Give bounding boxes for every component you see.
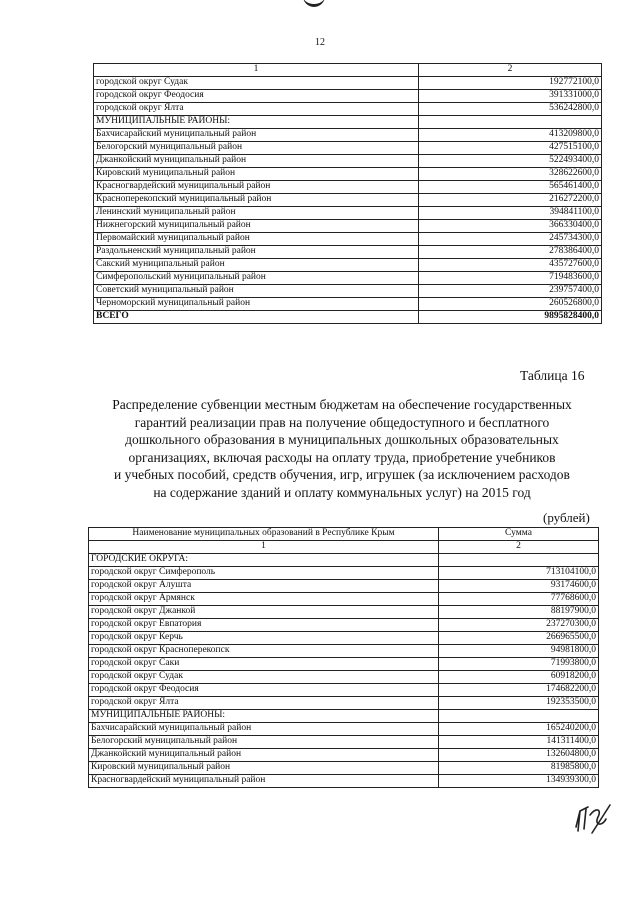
amount-value: 278386400,0 — [419, 246, 602, 259]
amount-value: 245734300,0 — [419, 233, 602, 246]
amount-value: 132604800,0 — [439, 749, 599, 762]
table-16-body — [89, 528, 599, 788]
municipality-name: Первомайский муниципальный район — [94, 233, 419, 246]
amount-value — [419, 116, 602, 129]
municipality-name: городской округ Саки — [89, 658, 439, 671]
municipality-name: МУНИЦИПАЛЬНЫЕ РАЙОНЫ: — [89, 710, 439, 723]
municipality-name: Черноморский муниципальный район — [94, 298, 419, 311]
amount-value: 391331000,0 — [419, 90, 602, 103]
municipality-name: Раздольненский муниципальный район — [94, 246, 419, 259]
municipality-name: Красногвардейский муниципальный район — [94, 181, 419, 194]
municipality-name: городской округ Ялта — [89, 697, 439, 710]
table-row — [89, 554, 599, 567]
amount-value — [439, 554, 599, 567]
municipality-name: городской округ Судак — [89, 671, 439, 684]
table-row — [89, 723, 599, 736]
table-row — [94, 90, 602, 103]
table-row — [89, 671, 599, 684]
column-header-name: Наименование муниципальных образований в Республике Крым — [89, 528, 439, 541]
heading-line: организациях, включая расходы на оплату труда, приобретение учебников — [128, 449, 556, 465]
municipality-name: городской округ Судак — [94, 77, 419, 90]
amount-value: 435727600,0 — [419, 259, 602, 272]
amount-value: 427515100,0 — [419, 142, 602, 155]
table-row — [94, 207, 602, 220]
municipality-name: Симферопольский муниципальный район — [94, 272, 419, 285]
municipality-name: Кировский муниципальный район — [89, 762, 439, 775]
table-row — [89, 580, 599, 593]
table-row — [89, 762, 599, 775]
table-16 — [88, 527, 599, 788]
amount-value: 81985800,0 — [439, 762, 599, 775]
municipality-name: городской округ Ялта — [94, 103, 419, 116]
top-edge-mark — [303, 0, 325, 7]
column-number-1: 1 — [89, 541, 439, 554]
amount-value: 88197900,0 — [439, 606, 599, 619]
table-column-numbers — [89, 541, 599, 554]
table-row — [94, 77, 602, 90]
municipality-name: городской округ Феодосия — [94, 90, 419, 103]
amount-value: 522493400,0 — [419, 155, 602, 168]
municipality-name: Бахчисарайский муниципальный район — [94, 129, 419, 142]
amount-value: 266965500,0 — [439, 632, 599, 645]
table-row — [89, 645, 599, 658]
municipality-name: Сакский муниципальный район — [94, 259, 419, 272]
table-row — [89, 710, 599, 723]
heading-line: гарантий реализации прав на получение общедоступного и бесплатного — [134, 414, 550, 430]
amount-value: 216272200,0 — [419, 194, 602, 207]
municipality-name: Красноперекопский муниципальный район — [94, 194, 419, 207]
municipality-name: Белогорский муниципальный район — [94, 142, 419, 155]
amount-value: 141311400,0 — [439, 736, 599, 749]
municipality-name: ВСЕГО — [94, 311, 419, 324]
column-header-sum: Сумма — [439, 528, 599, 541]
municipality-name: Красногвардейский муниципальный район — [89, 775, 439, 788]
municipality-name: городской округ Феодосия — [89, 684, 439, 697]
table-row — [94, 246, 602, 259]
table-row — [89, 697, 599, 710]
municipality-name: Джанкойский муниципальный район — [89, 749, 439, 762]
table-row — [89, 749, 599, 762]
table-continuation — [93, 63, 602, 324]
heading-line: на содержание зданий и оплату коммунальных услуг) на 2015 год — [153, 484, 531, 500]
amount-value: 237270300,0 — [439, 619, 599, 632]
amount-value: 260526800,0 — [419, 298, 602, 311]
table-row — [94, 311, 602, 324]
municipality-name: Советский муниципальный район — [94, 285, 419, 298]
table-row — [89, 736, 599, 749]
table-row — [89, 632, 599, 645]
heading-line: и учебных пособий, средств обучения, игр, игрушек (за исключением расходов — [114, 467, 570, 482]
amount-value: 239757400,0 — [419, 285, 602, 298]
amount-value — [439, 710, 599, 723]
table-row — [94, 220, 602, 233]
handwritten-signature-icon — [572, 797, 612, 837]
amount-value: 719483600,0 — [419, 272, 602, 285]
municipality-name: городской округ Красноперекопск — [89, 645, 439, 658]
table-header-row — [89, 528, 599, 541]
municipality-name: ГОРОДСКИЕ ОКРУГА: — [89, 554, 439, 567]
units-label: (рублей) — [543, 510, 590, 525]
municipality-name: Ленинский муниципальный район — [94, 207, 419, 220]
amount-value: 77768600,0 — [439, 593, 599, 606]
amount-value: 71993800,0 — [439, 658, 599, 671]
table-row — [94, 168, 602, 181]
page-number: 12 — [315, 37, 325, 48]
heading-line: дошкольного образования в муниципальных дошкольных образовательных — [125, 432, 559, 447]
column-number-2: 2 — [419, 64, 602, 77]
table-row — [94, 298, 602, 311]
heading-line: Распределение субвенции местным бюджетам на обеспечение государственных — [112, 397, 572, 412]
table-row — [94, 272, 602, 285]
amount-value: 536242800,0 — [419, 103, 602, 116]
table-row — [89, 619, 599, 632]
amount-value: 165240200,0 — [439, 723, 599, 736]
municipality-name: МУНИЦИПАЛЬНЫЕ РАЙОНЫ: — [94, 116, 419, 129]
table-row — [94, 285, 602, 298]
table-row — [89, 593, 599, 606]
amount-value: 94981800,0 — [439, 645, 599, 658]
table-row — [89, 775, 599, 788]
table-row — [89, 684, 599, 697]
amount-value: 9895828400,0 — [419, 311, 602, 324]
amount-value: 93174600,0 — [439, 580, 599, 593]
table-heading — [82, 396, 602, 501]
municipality-name: городской округ Армянск — [89, 593, 439, 606]
amount-value: 394841100,0 — [419, 207, 602, 220]
amount-value: 565461400,0 — [419, 181, 602, 194]
column-number-1: 1 — [94, 64, 419, 77]
table-row — [94, 142, 602, 155]
amount-value: 192353500,0 — [439, 697, 599, 710]
amount-value: 134939300,0 — [439, 775, 599, 788]
municipality-name: Нижнегорский муниципальный район — [94, 220, 419, 233]
column-number-2: 2 — [439, 541, 599, 554]
municipality-name: городской округ Евпатория — [89, 619, 439, 632]
table-column-numbers — [94, 64, 602, 77]
municipality-name: городской округ Керчь — [89, 632, 439, 645]
amount-value: 713104100,0 — [439, 567, 599, 580]
amount-value: 60918200,0 — [439, 671, 599, 684]
table-row — [89, 606, 599, 619]
table-continuation-body — [94, 64, 602, 324]
amount-value: 413209800,0 — [419, 129, 602, 142]
amount-value: 328622600,0 — [419, 168, 602, 181]
municipality-name: Кировский муниципальный район — [94, 168, 419, 181]
municipality-name: городской округ Джанкой — [89, 606, 439, 619]
table-row — [94, 259, 602, 272]
municipality-name: Джанкойский муниципальный район — [94, 155, 419, 168]
municipality-name: Бахчисарайский муниципальный район — [89, 723, 439, 736]
table-row — [94, 129, 602, 142]
municipality-name: Белогорский муниципальный район — [89, 736, 439, 749]
table-row — [94, 194, 602, 207]
table-label: Таблица 16 — [520, 368, 585, 383]
amount-value: 192772100,0 — [419, 77, 602, 90]
amount-value: 366330400,0 — [419, 220, 602, 233]
table-row — [89, 658, 599, 671]
table-row — [89, 567, 599, 580]
amount-value: 174682200,0 — [439, 684, 599, 697]
table-row — [94, 233, 602, 246]
municipality-name: городской округ Алушта — [89, 580, 439, 593]
table-row — [94, 155, 602, 168]
table-row — [94, 103, 602, 116]
table-row — [94, 116, 602, 129]
municipality-name: городской округ Симферополь — [89, 567, 439, 580]
table-row — [94, 181, 602, 194]
